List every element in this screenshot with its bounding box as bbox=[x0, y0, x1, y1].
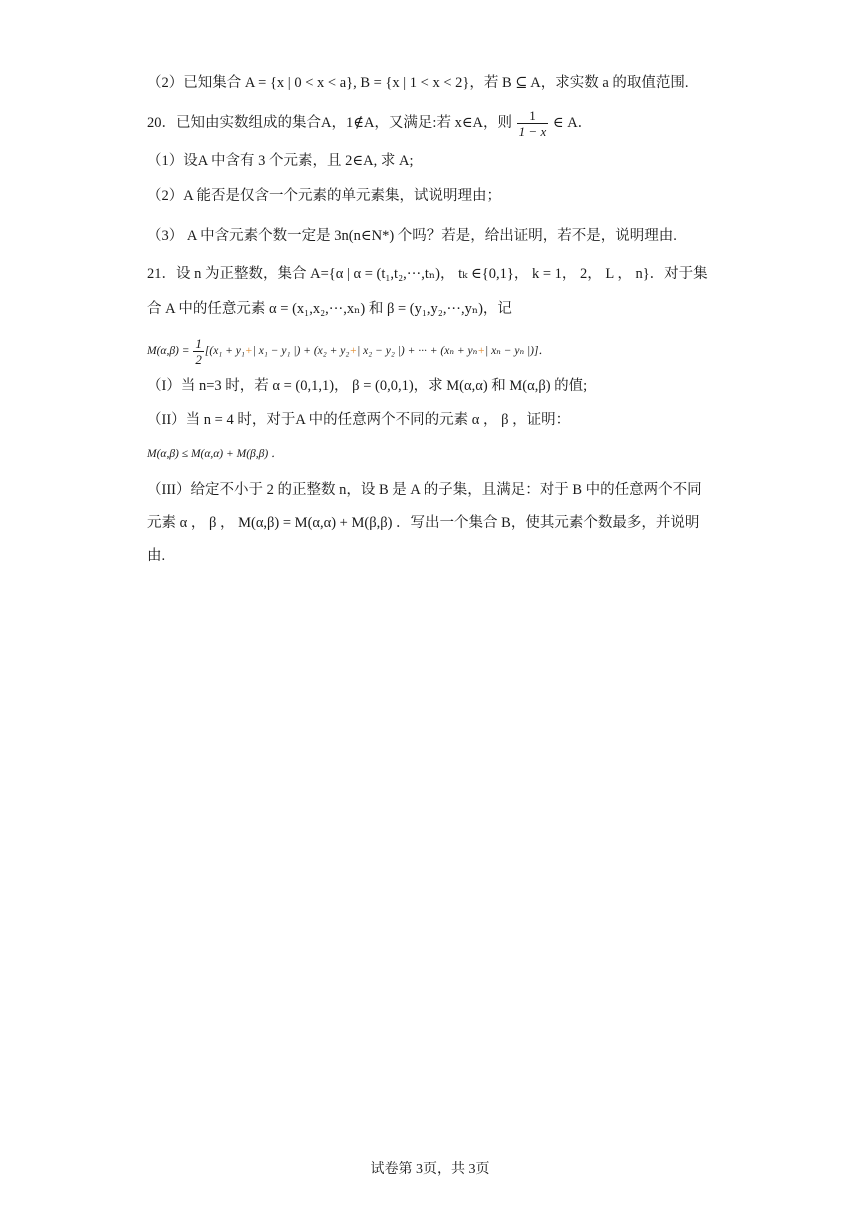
q20-stem-text: 20．已知由实数组成的集合A，1∉A，又满足:若 x∈A，则 bbox=[147, 114, 513, 131]
q19-part2: （2）已知集合 A = {x | 0 < x < a}, B = {x | 1 < x < 2}，若 B ⊆ A，求实数 a 的取值范围. bbox=[147, 75, 689, 91]
m-alpha-beta-formula bbox=[147, 336, 727, 367]
fraction-1-over-1-minus-x bbox=[517, 108, 549, 139]
q21-part3: （III）给定不小于 2 的正整数 n，设 B 是 A 的子集，且满足：对于 B 中的任意两个不同 bbox=[147, 482, 702, 498]
q20-stem-tail: ∈ A． bbox=[552, 114, 593, 131]
formula-term-2: | x₁ − y₁ |) + (x₂ + y₂ bbox=[252, 345, 350, 358]
page-footer: 试卷第 3页，共 3页 bbox=[370, 1162, 490, 1177]
orange-plus-3: + bbox=[477, 345, 486, 358]
half-numerator: 1 bbox=[195, 336, 202, 351]
q21-part3-continued: 元素 α ， β ， M(α,β) = M(α,α) + M(β,β) ．写出一个集合 B，使其元素个数最多，并说明 bbox=[147, 515, 700, 531]
fraction-numerator: 1 bbox=[517, 108, 549, 124]
formula-term-1: [(x₁ + y₁ bbox=[204, 345, 245, 358]
half-denominator: 2 bbox=[195, 352, 202, 367]
formula-term-3: | x₂ − y₂ |) + ··· + (xₙ + yₙ bbox=[357, 345, 478, 358]
q21-part2: （II）当 n = 4 时，对于A 中的任意两个不同的元素 α ， β ，证明： bbox=[147, 412, 571, 428]
q20-part2: （2）A 能否是仅含一个元素的单元素集，试说明理由； bbox=[147, 188, 502, 204]
q21-stem: 21．设 n 为正整数，集合 A={α | α = (t₁,t₂,···,tₙ)， tₖ ∈{0,1}， k = 1， 2， L ， n}．对于集 bbox=[147, 266, 708, 282]
q21-part2-inequality: M(α,β) ≤ M(α,α) + M(β,β) ． bbox=[147, 448, 283, 460]
q21-part1: （I）当 n=3 时，若 α = (0,1,1)， β = (0,0,1)，求 M(α,α) 和 M(α,β) 的值; bbox=[147, 378, 588, 394]
q21-stem-continued: 合 A 中的任意元素 α = (x₁,x₂,···,xₙ) 和 β = (y₁,y₂,···,yₙ)，记 bbox=[147, 301, 512, 317]
q20-part3: （3） A 中含元素个数一定是 3n(n∈N*) 个吗？若是，给出证明，若不是，说明理由. bbox=[147, 228, 677, 244]
q20-part1: （1）设A 中含有 3 个元素，且 2∈A, 求 A; bbox=[147, 153, 414, 169]
formula-term-4: | xₙ − yₙ |)]． bbox=[485, 345, 550, 358]
q20-stem bbox=[147, 108, 727, 139]
orange-plus-1: + bbox=[244, 345, 253, 358]
fraction-denominator: 1 − x bbox=[518, 124, 547, 139]
orange-plus-2: + bbox=[349, 345, 358, 358]
formula-lhs: M(α,β) = bbox=[147, 345, 193, 358]
q21-part3-end: 由. bbox=[147, 548, 166, 564]
fraction-one-half bbox=[193, 336, 204, 367]
